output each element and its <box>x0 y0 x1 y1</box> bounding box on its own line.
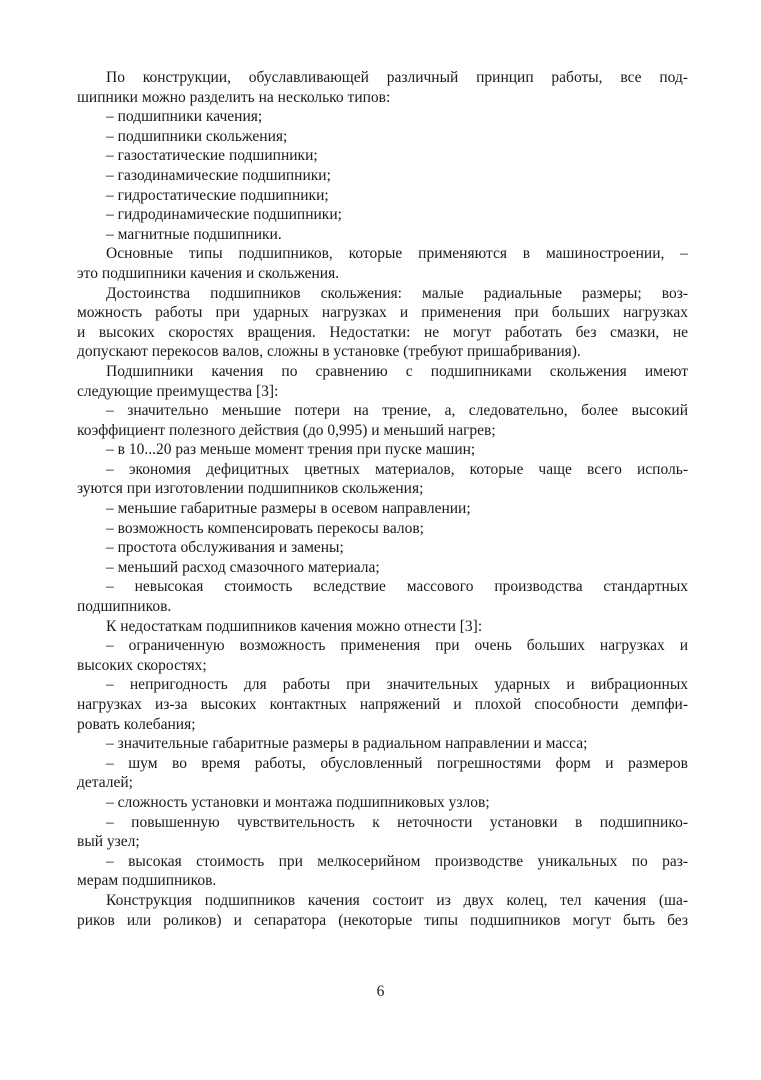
text-line: высоких скоростях; <box>77 656 207 674</box>
text-line: Конструкция подшипников качения состоит из двух колец, тел качения (ша- <box>106 891 688 909</box>
page-body <box>77 68 688 930</box>
list-item: – магнитные подшипники. <box>106 225 282 243</box>
text-line: Достоинства подшипников скольжения: малые радиальные размеры; воз- <box>106 284 688 302</box>
list-item: – значительно меньшие потери на трение, а, следовательно, более высокий <box>106 402 688 420</box>
text-line: мерам подшипников. <box>77 872 217 890</box>
list-item: – гидростатические подшипники; <box>106 186 329 204</box>
list-item: – высокая стоимость при мелкосерийном производстве уникальных по раз- <box>106 852 688 870</box>
text-line: можность работы при ударных нагрузках и применения при больших нагрузках <box>77 304 688 322</box>
list-item: – ограниченную возможность применения при очень больших нагрузках и <box>106 637 688 655</box>
text-line: допускают перекосов валов, сложны в установке (требуют пришабривания). <box>77 343 581 361</box>
list-item: – значительные габаритные размеры в радиальном направлении и масса; <box>106 735 588 753</box>
list-item: – подшипники качения; <box>106 108 263 126</box>
text-line: Подшипники качения по сравнению с подшипниками скольжения имеют <box>106 362 688 380</box>
list-item: – меньший расход смазочного материала; <box>106 558 380 576</box>
list-item: – повышенную чувствительность к неточности установки в подшипнико- <box>106 813 688 831</box>
list-item: – непригодность для работы при значительных ударных и вибрационных <box>106 676 688 694</box>
list-item: – гидродинамические подшипники; <box>106 206 342 224</box>
text-line: К недостаткам подшипников качения можно отнести [3]: <box>106 617 483 635</box>
list-item: – в 10...20 раз меньше момент трения при пуске машин; <box>106 441 476 459</box>
list-item: – меньшие габаритные размеры в осевом направлении; <box>106 500 471 518</box>
text-line: вый узел; <box>77 833 140 851</box>
list-item: – подшипники скольжения; <box>106 127 288 145</box>
text-line: коэффициент полезного действия (до 0,995) и меньший нагрев; <box>77 421 496 439</box>
text-line: зуются при изготовлении подшипников скольжения; <box>77 480 424 498</box>
list-item: – экономия дефицитных цветных материалов, которые чаще всего исполь- <box>106 460 688 478</box>
text-line: и высоких скоростях вращения. Недостатки: не могут работать без смазки, не <box>77 323 688 341</box>
text-line: риков или роликов) и сепаратора (некоторые типы подшипников могут быть без <box>77 911 688 929</box>
list-item: – невысокая стоимость вследствие массового производства стандартных <box>106 578 688 596</box>
list-item: – возможность компенсировать перекосы валов; <box>106 519 424 537</box>
text-line: шипники можно разделить на несколько типов: <box>77 88 391 106</box>
list-item: – сложность установки и монтажа подшипниковых узлов; <box>106 793 490 811</box>
text-line: следующие преимущества [3]: <box>77 382 279 400</box>
text-line: это подшипники качения и скольжения. <box>77 264 340 282</box>
text-line: ровать колебания; <box>77 715 196 733</box>
page-number: 6 <box>376 983 385 1000</box>
list-item: – шум во время работы, обусловленный погрешностями форм и размеров <box>106 754 688 772</box>
text-line: нагрузках из-за высоких контактных напряжений и плохой способности демпфи- <box>77 696 688 713</box>
list-item: – газостатические подшипники; <box>106 147 318 165</box>
text-line: деталей; <box>77 774 133 792</box>
list-item: – простота обслуживания и замены; <box>106 539 344 557</box>
text-line: подшипников. <box>77 598 172 616</box>
text-line: Основные типы подшипников, которые применяются в машиностроении, – <box>106 245 688 263</box>
list-item: – газодинамические подшипники; <box>106 166 331 184</box>
text-line: По конструкции, обуславливающей различный принцип работы, все под- <box>106 69 688 86</box>
